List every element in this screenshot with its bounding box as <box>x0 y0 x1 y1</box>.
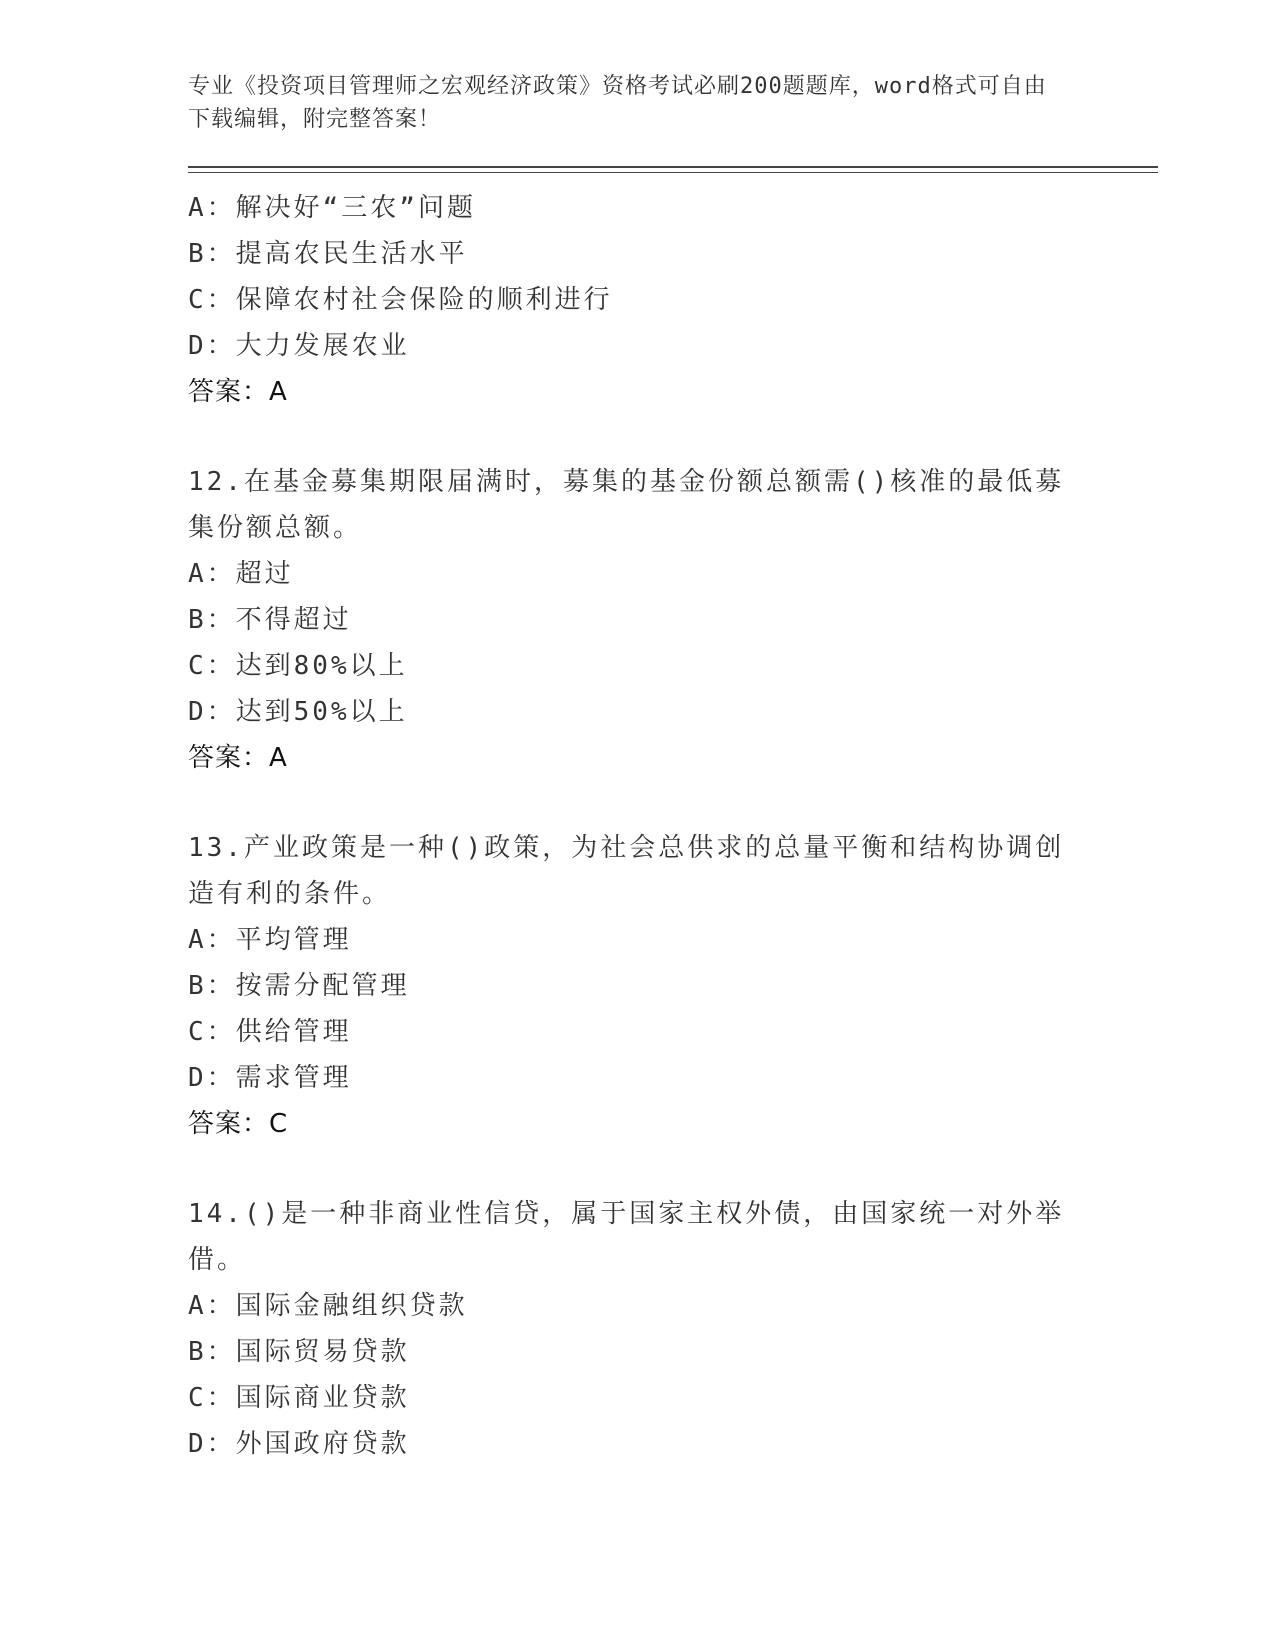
option-d: D：外国政府贷款 <box>188 1429 410 1459</box>
answer-line: 答案：A <box>188 743 288 773</box>
question-block-13 <box>188 825 1158 1147</box>
option-b: B：国际贸易贷款 <box>188 1337 410 1367</box>
option-a: A：超过 <box>188 559 294 589</box>
option-c: C：达到80%以上 <box>188 651 408 681</box>
question-text: 13.产业政策是一种()政策，为社会总供求的总量平衡和结构协调创造有利的条件。 <box>188 833 1065 909</box>
document-header: 专业《投资项目管理师之宏观经济政策》资格考试必刷200题题库，word格式可自由下载编辑，附完整答案！ <box>188 74 1047 132</box>
option-c: C：供给管理 <box>188 1017 352 1047</box>
option-b: B：提高农民生活水平 <box>188 239 468 269</box>
spacer <box>188 1147 1158 1191</box>
option-a: A：国际金融组织贷款 <box>188 1291 468 1321</box>
option-d: D：需求管理 <box>188 1063 352 1093</box>
option-d: D：大力发展农业 <box>188 331 410 361</box>
option-c: C：国际商业贷款 <box>188 1383 410 1413</box>
option-b: B：按需分配管理 <box>188 971 410 1001</box>
question-block-12 <box>188 459 1158 781</box>
answer-line: 答案：C <box>188 1109 289 1139</box>
question-block-14 <box>188 1191 1158 1467</box>
question-block-11 <box>188 185 1158 415</box>
option-c: C：保障农村社会保险的顺利进行 <box>188 285 613 315</box>
question-list <box>188 185 1158 1467</box>
question-text: 14.()是一种非商业性信贷，属于国家主权外债，由国家统一对外举借。 <box>188 1199 1065 1275</box>
question-text: 12.在基金募集期限届满时，募集的基金份额总额需()核准的最低募集份额总额。 <box>188 467 1065 543</box>
spacer <box>188 415 1158 459</box>
option-b: B：不得超过 <box>188 605 352 635</box>
document-page <box>188 70 1158 1467</box>
option-a: A：解决好“三农”问题 <box>188 193 476 223</box>
spacer <box>188 781 1158 825</box>
option-d: D：达到50%以上 <box>188 697 408 727</box>
option-a: A：平均管理 <box>188 925 352 955</box>
header-divider <box>188 166 1158 173</box>
answer-line: 答案：A <box>188 377 288 407</box>
